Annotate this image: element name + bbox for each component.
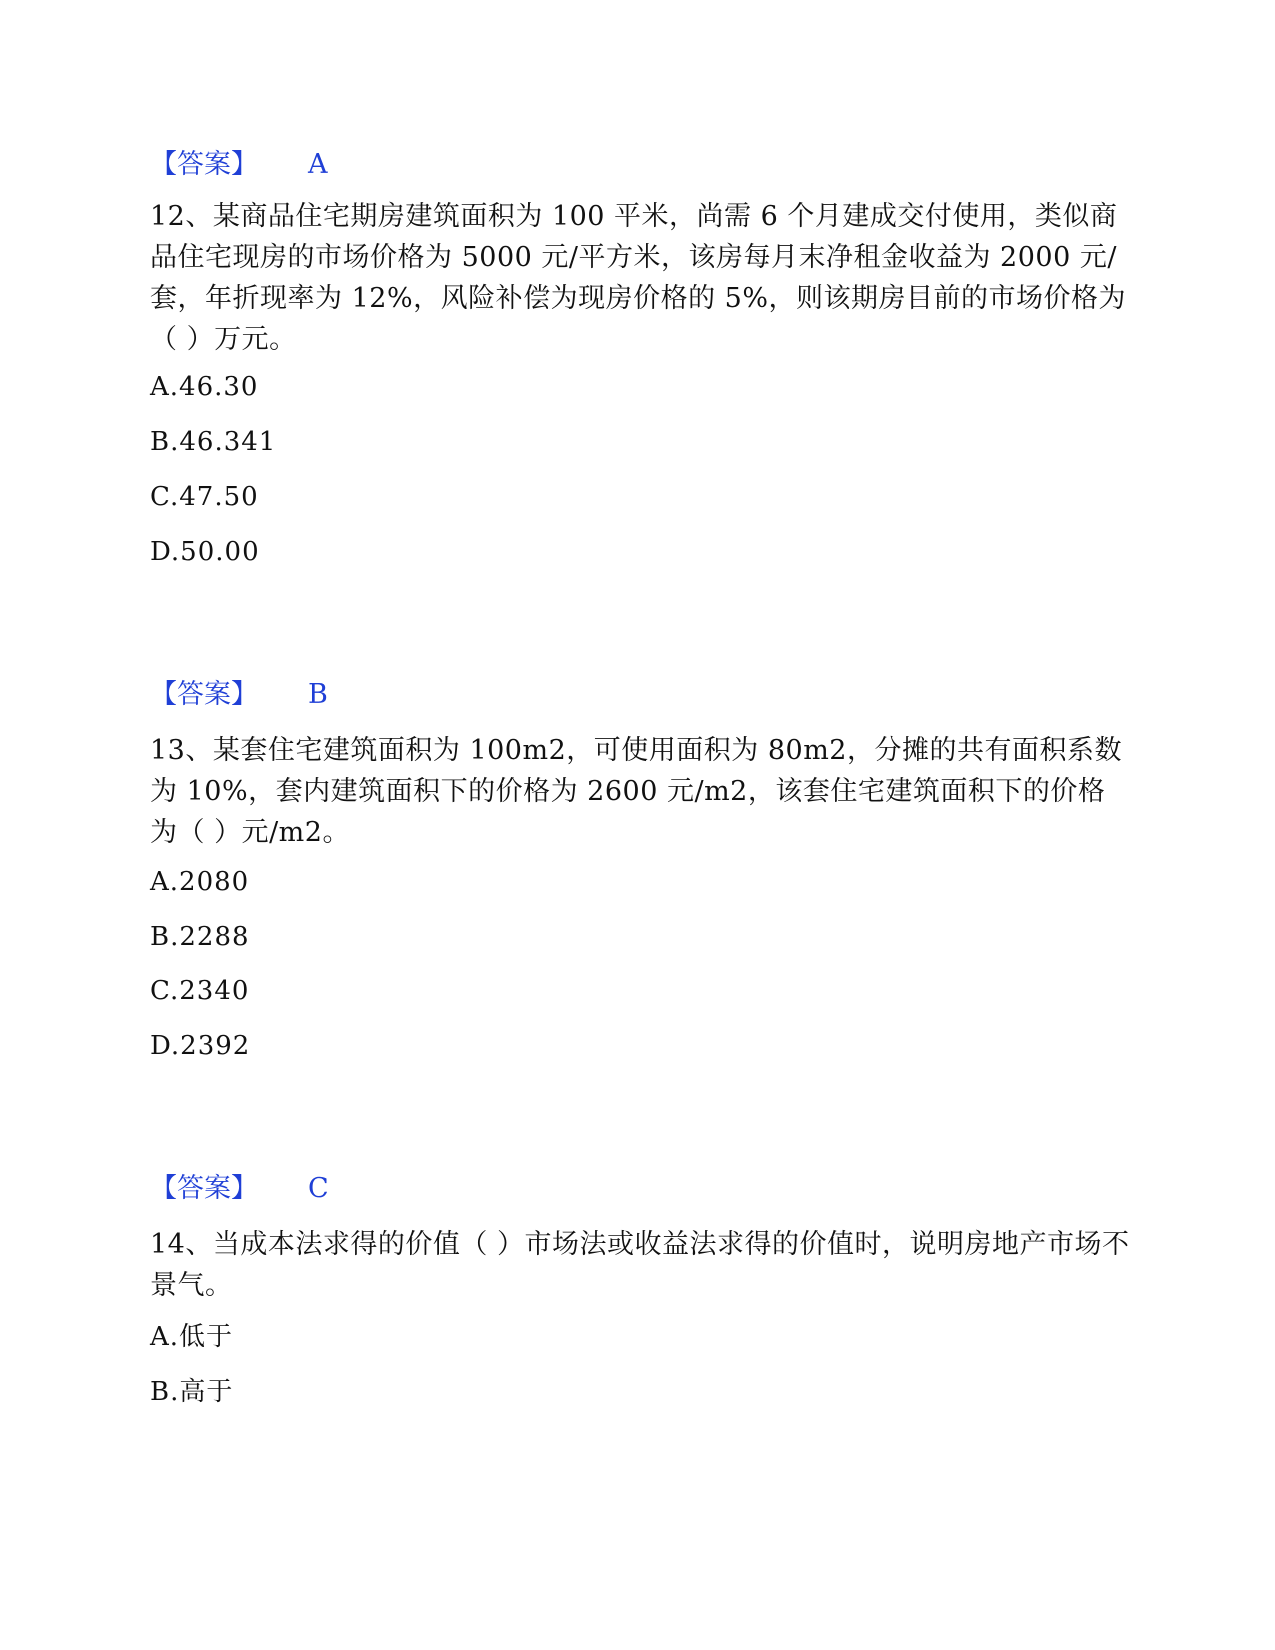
answer-value: A [308,149,328,180]
option-d: D.2392 [150,1031,251,1061]
option-d: D.50.00 [150,537,260,567]
answer-label: 【答案】 [150,149,258,180]
question-text: 14、当成本法求得的价值（ ）市场法或收益法求得的价值时，说明房地产市场不景气。 [150,1229,1130,1301]
answer-value: C [308,1173,329,1204]
option-a: A.2080 [150,867,250,897]
option-a: A.46.30 [150,372,259,402]
question-text: 12、某商品住宅期房建筑面积为 100 平米，尚需 6 个月建成交付使用，类似商品住宅现房的市场价格为 5000 元/平方米，该房每月末净租金收益为 2000 元/套，年折现率为 12%，风险补偿为现房价格的 5%，则该期房目前的市场价格为（ ）万元。 [150,201,1127,355]
option-b: B.2288 [150,922,250,952]
option-a: A.低于 [150,1322,234,1352]
answer-line [150,678,328,712]
option-c: C.47.50 [150,482,259,512]
answer-line [150,1172,329,1206]
answer-line [150,148,328,182]
question-text: 13、某套住宅建筑面积为 100m2，可使用面积为 80m2，分摊的共有面积系数为 10%，套内建筑面积下的价格为 2600 元/m2，该套住宅建筑面积下的价格为（ ）元/m2。 [150,735,1122,848]
answer-value: B [308,679,328,710]
answer-label: 【答案】 [150,679,258,710]
answer-label: 【答案】 [150,1173,258,1204]
option-c: C.2340 [150,976,250,1006]
option-b: B.46.341 [150,427,277,457]
option-b: B.高于 [150,1377,234,1407]
